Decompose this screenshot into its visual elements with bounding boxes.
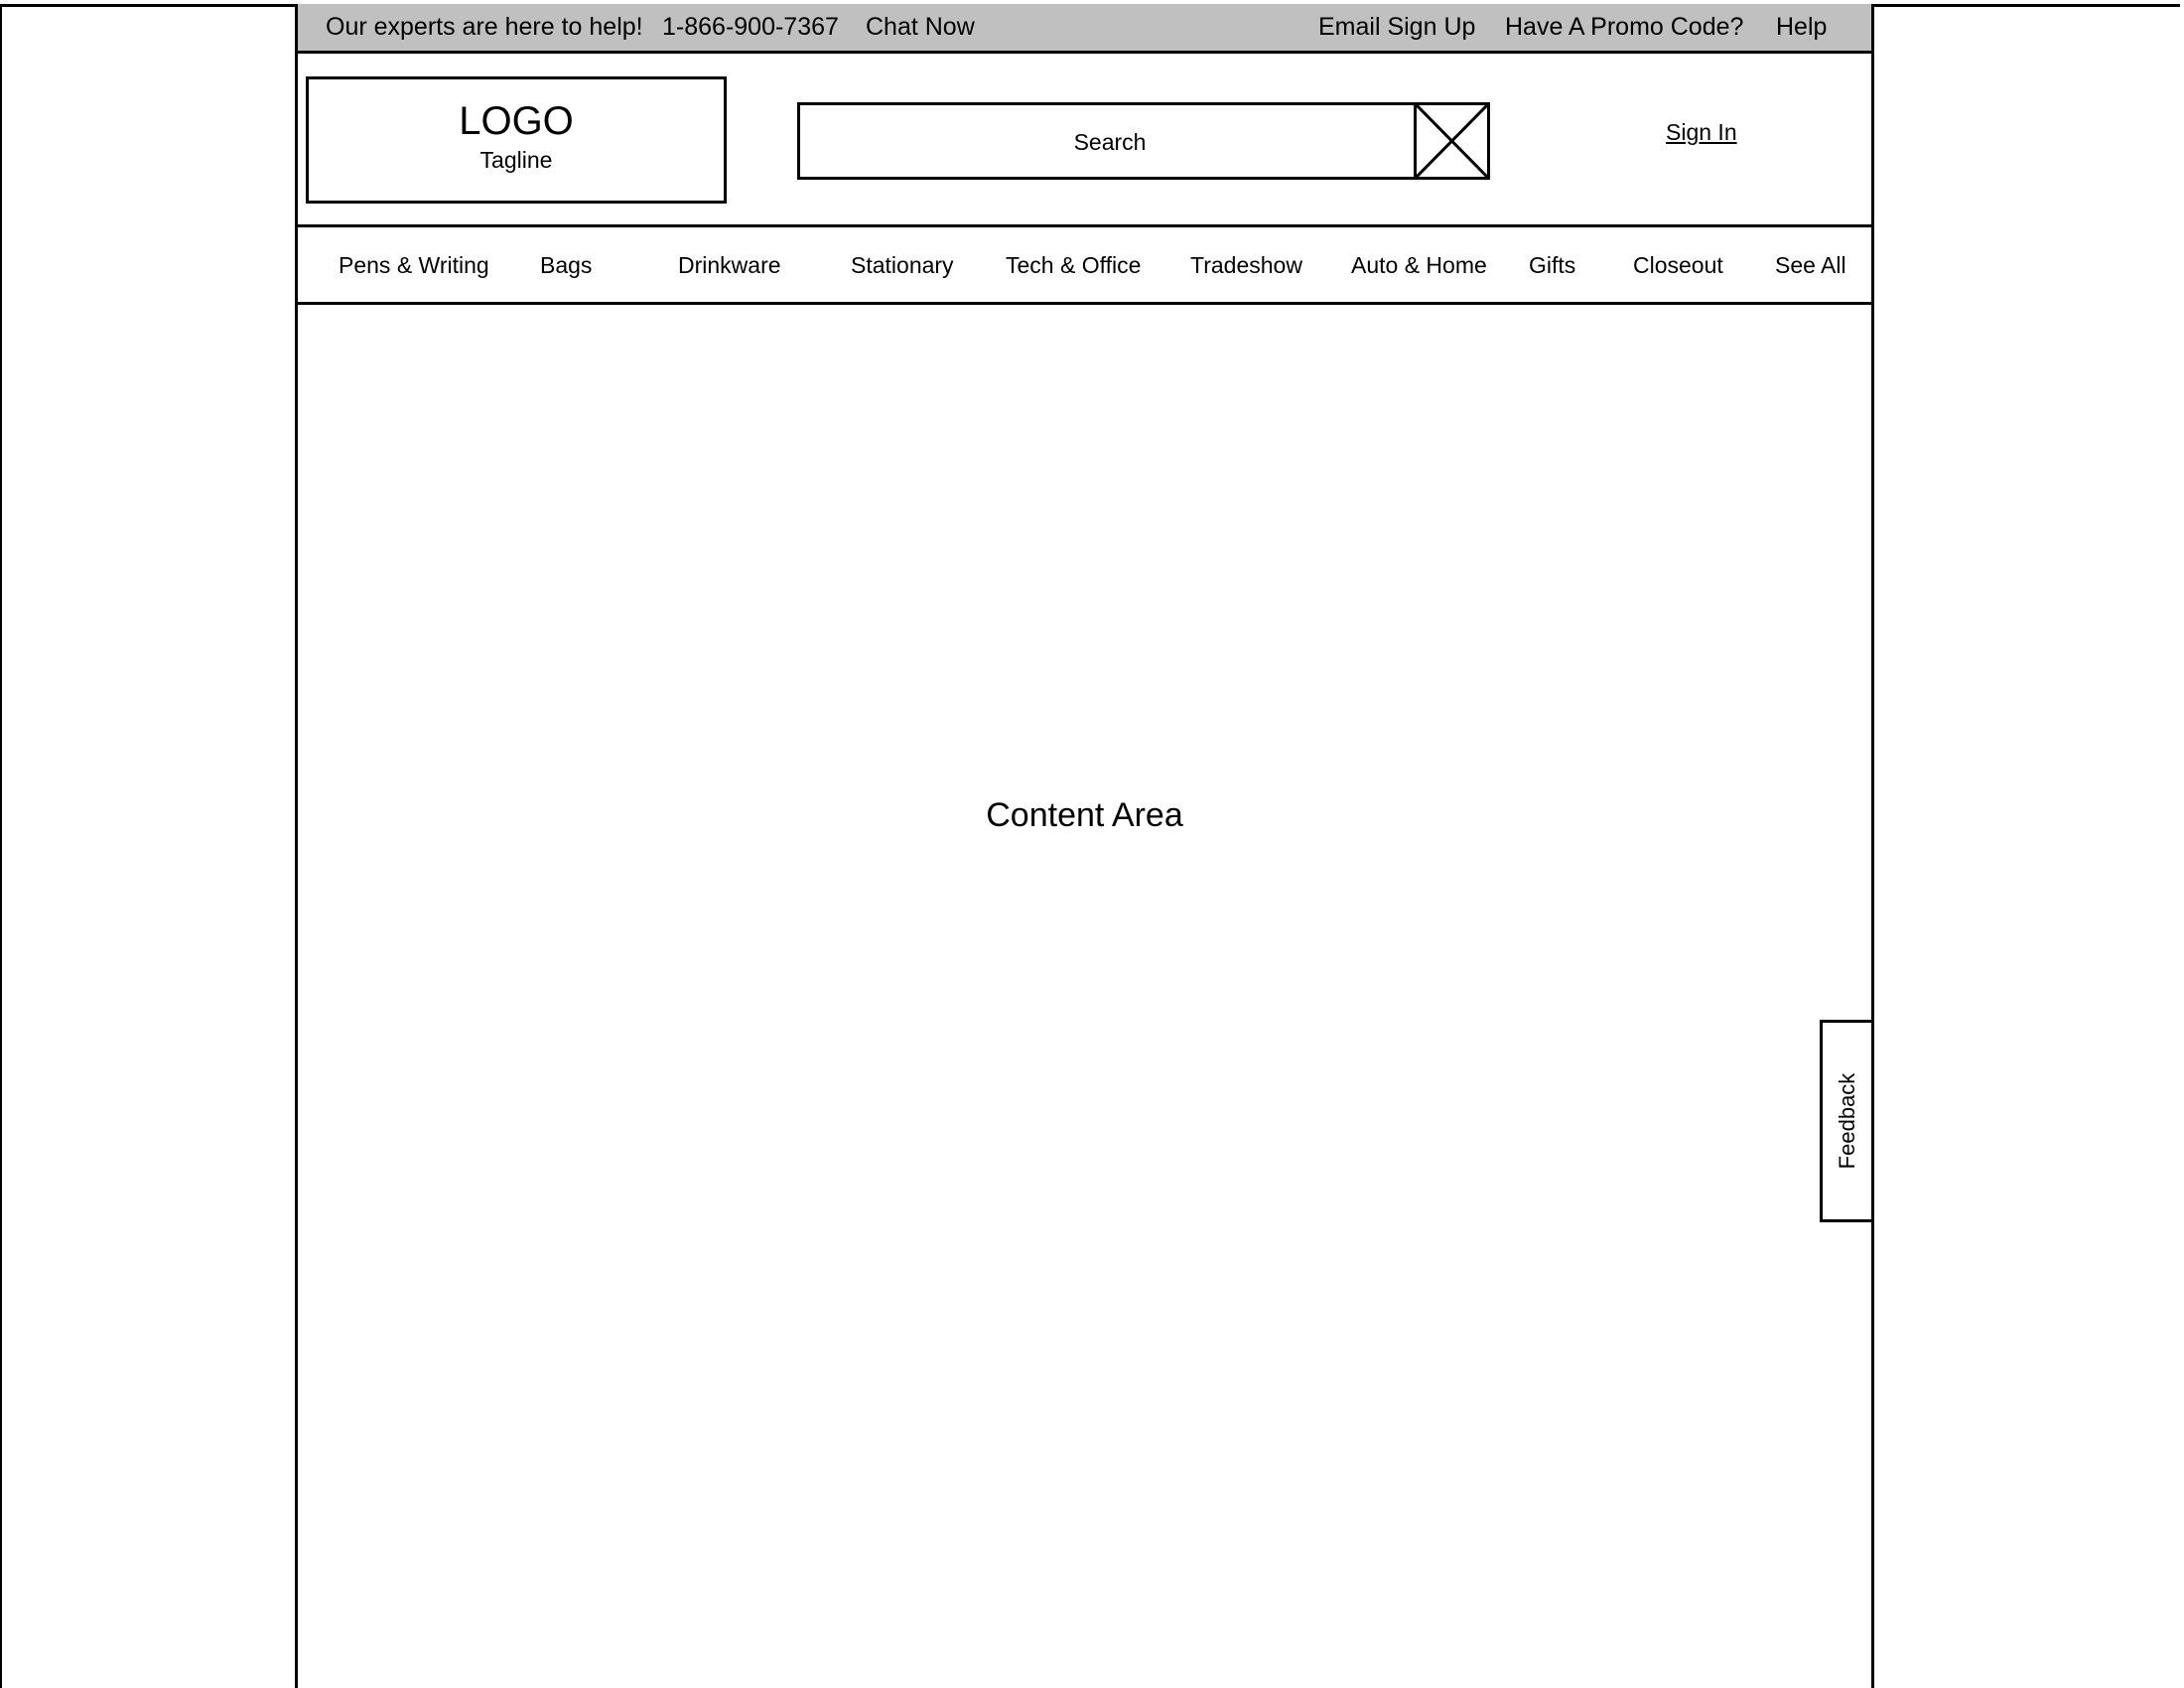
nav-item-auto-home[interactable]: Auto & Home	[1351, 252, 1487, 278]
feedback-label: Feedback	[1834, 1072, 1859, 1170]
content-area	[298, 305, 1871, 1688]
search-bar	[797, 102, 1490, 180]
experts-help-text: Our experts are here to help!	[326, 13, 643, 41]
nav-item-see-all[interactable]: See All	[1775, 252, 1846, 278]
nav-item-gifts[interactable]: Gifts	[1529, 252, 1576, 278]
page-container	[295, 4, 1874, 1688]
nav-item-tech-office[interactable]: Tech & Office	[1006, 252, 1142, 278]
content-area-label: Content Area	[986, 796, 1183, 834]
nav-item-stationary[interactable]: Stationary	[851, 252, 954, 278]
header	[298, 54, 1871, 227]
search-input[interactable]	[800, 105, 1420, 179]
nav-item-tradeshow[interactable]: Tradeshow	[1190, 252, 1302, 278]
search-button[interactable]	[1414, 105, 1487, 177]
logo[interactable]	[306, 76, 727, 204]
nav-item-closeout[interactable]: Closeout	[1633, 252, 1723, 278]
promo-code-link[interactable]: Have A Promo Code?	[1505, 13, 1744, 41]
nav-item-pens-writing[interactable]: Pens & Writing	[339, 252, 489, 278]
help-link[interactable]: Help	[1776, 13, 1828, 41]
logo-text: LOGO	[459, 99, 574, 143]
chat-now-link[interactable]: Chat Now	[866, 13, 975, 41]
category-nav	[298, 227, 1871, 305]
nav-item-bags[interactable]: Bags	[540, 252, 593, 278]
phone-number-link[interactable]: 1-866-900-7367	[662, 13, 839, 41]
utility-bar	[298, 4, 1871, 54]
image-placeholder-icon	[1417, 105, 1487, 177]
tagline: Tagline	[479, 147, 553, 173]
feedback-tab[interactable]	[1820, 1020, 1871, 1222]
sign-in-link[interactable]: Sign In	[1666, 119, 1737, 145]
email-signup-link[interactable]: Email Sign Up	[1318, 13, 1476, 41]
nav-item-drinkware[interactable]: Drinkware	[678, 252, 781, 278]
